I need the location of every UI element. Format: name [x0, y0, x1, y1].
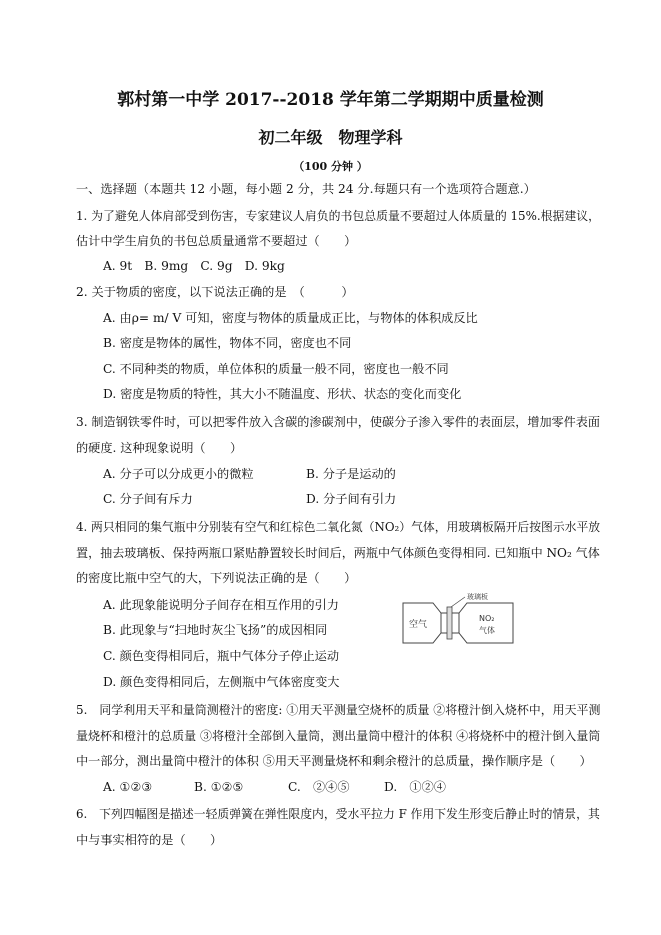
- q4-line3: 的密度比瓶中空气的大，下列说法正确的是（ ）: [76, 571, 357, 585]
- gas-bottles-figure: [399, 591, 519, 655]
- q4-option-d: D. 颜色变得相同后，左侧瓶中气体密度变大: [103, 675, 340, 689]
- q5-option-b: B. ①②⑤: [194, 780, 244, 794]
- q4-option-a: A. 此现象能说明分子间存在相互作用的引力: [103, 598, 339, 612]
- exam-duration: （100 分钟 ）: [293, 160, 368, 173]
- figure-label-air: 空气: [409, 620, 428, 630]
- figure-label-gas: 气体: [479, 626, 495, 635]
- q4-option-b: B. 此现象与“扫地时灰尘飞扬”的成因相同: [103, 623, 328, 637]
- q5-option-d: D. ①②④: [384, 780, 446, 794]
- q3-option-d: D. 分子间有引力: [306, 492, 397, 506]
- q2-option-c: C. 不同种类的物质，单位体积的质量一般不同，密度也一般不同: [103, 362, 449, 376]
- exam-title: 郭村第一中学 2017--2018 学年第二学期期中质量检测: [117, 90, 544, 110]
- q5-line3: 中一部分，测出量筒中橙汁的体积 ⑤用天平测量烧杯和剩余橙汁的总质量，操作顺序是（ ）: [76, 754, 592, 768]
- q4-option-c: C. 颜色变得相同后，瓶中气体分子停止运动: [103, 649, 340, 663]
- q2-option-d: D. 密度是物质的特性，其大小不随温度、形状、状态的变化而变化: [103, 387, 462, 401]
- q1-line2: 估计中学生肩负的书包总质量通常不要超过（ ）: [76, 234, 357, 248]
- section-heading: 一、选择题（本题共 12 小题，每小题 2 分，共 24 分.每题只有一个选项符合题意.）: [76, 182, 536, 196]
- q3-option-a: A. 分子可以分成更小的微粒: [103, 467, 254, 481]
- q3-line2: 的硬度. 这种现象说明（ ）: [76, 441, 243, 455]
- q2-stem: 2. 关于物质的密度，以下说法正确的是 （ ）: [76, 285, 354, 299]
- q1-line1: 1. 为了避免人体肩部受到伤害，专家建议人肩负的书包总质量不要超过人体质量的 15%.根据建议，: [76, 209, 601, 223]
- figure-label-plate: 玻璃板: [467, 593, 488, 601]
- q4-line2: 置，抽去玻璃板、保持两瓶口紧贴静置较长时间后，两瓶中气体颜色变得相同. 已知瓶中 NO₂ 气体: [76, 546, 600, 560]
- exam-subtitle: 初二年级 物理学科: [258, 128, 403, 147]
- q5-line2: 量烧杯和橙汁的总质量 ③将橙汁全部倒入量筒，测出量筒中橙汁的体积 ④将烧杯中的橙汁倒入量筒: [76, 729, 601, 743]
- q5-option-c: C. ②④⑤: [288, 780, 350, 794]
- q6-line2: 中与事实相符的是（ ）: [76, 833, 223, 847]
- q3-option-b: B. 分子是运动的: [306, 467, 396, 481]
- q5-option-a: A. ①②③: [103, 780, 153, 794]
- q2-option-a: A. 由ρ= m/ V 可知，密度与物体的质量成正比，与物体的体积成反比: [103, 311, 478, 325]
- q3-line1: 3. 制造钢铁零件时，可以把零件放入含碳的渗碳剂中，使碳分子渗入零件的表面层，增加零件表面: [76, 415, 600, 429]
- q5-line1: 5. 同学利用天平和量筒测橙汁的密度: ①用天平测量空烧杯的质量 ②将橙汁倒入烧杯中，用天平测: [76, 703, 601, 717]
- figure-label-no2: NO₂: [479, 614, 495, 623]
- q6-line1: 6. 下列四幅图是描述一轻质弹簧在弹性限度内，受水平拉力 F 作用下发生形变后静止时的情景，其: [76, 807, 600, 821]
- q4-line1: 4. 两只相同的集气瓶中分别装有空气和红棕色二氧化氮（NO₂）气体，用玻璃板隔开后按图示水平放: [76, 520, 601, 534]
- q2-option-b: B. 密度是物体的属性，物体不同，密度也不同: [103, 336, 352, 350]
- q1-options: A. 9t B. 9mg C. 9g D. 9kg: [103, 259, 285, 273]
- q3-option-c: C. 分子间有斥力: [103, 492, 193, 506]
